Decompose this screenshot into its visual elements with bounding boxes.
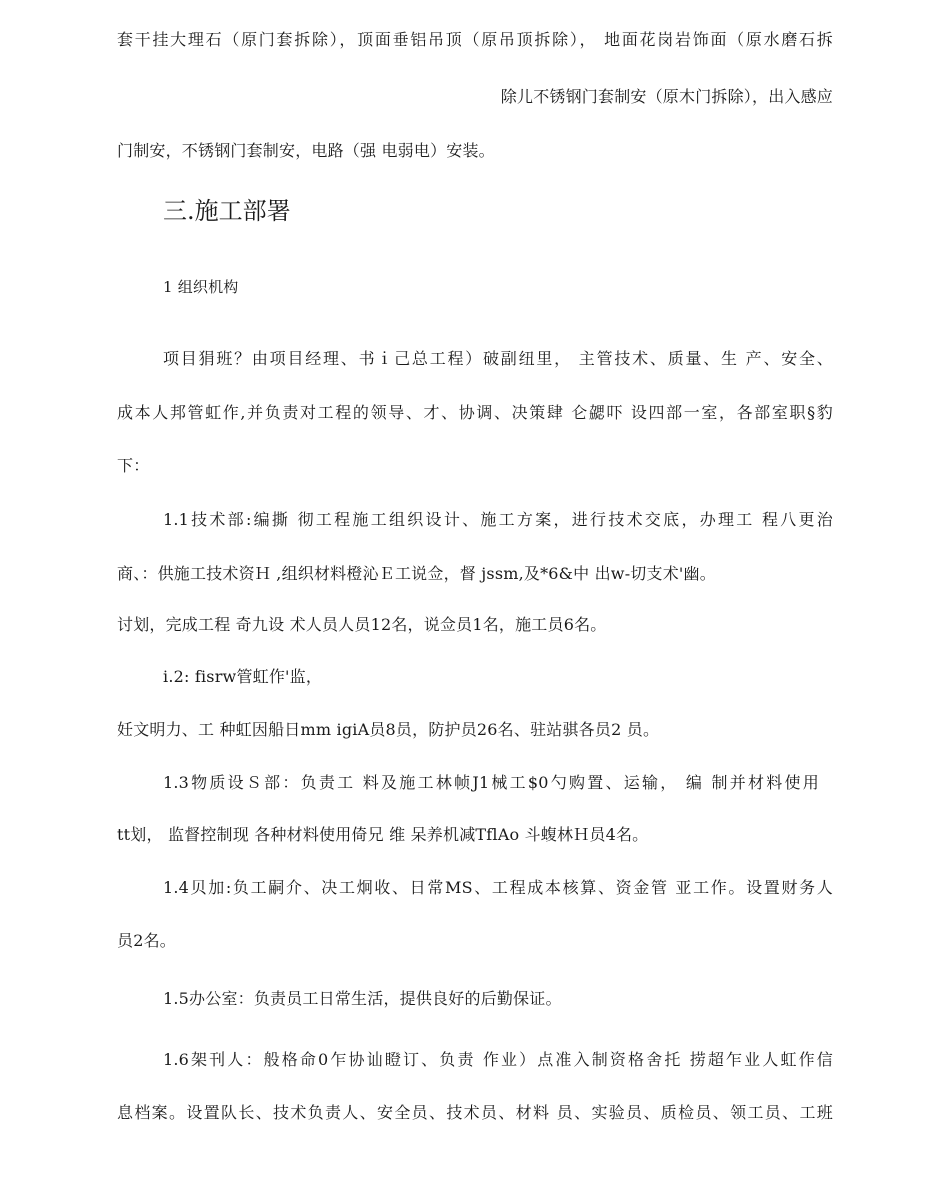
paragraph-line: tt划， 监督控制现 各种材料使用倚兄 维 呆养机减TflAo 斗蝮林Ｈ员4名。 [117,825,649,844]
paragraph-line: 1.3物质设Ｓ部：负责工 料及施工林帧J1械工$0勺购置、运输， 编 制并材料使用 [163,773,819,792]
paragraph-line: 息档案。设置队长、技术负责人、安全员、技术员、材料 员、实验员、质检员、领工员、工班 [117,1103,833,1122]
paragraph-line: 门制安，不锈钢门套制安，电路（强 电弱电）安装。 [117,141,495,160]
paragraph-line: 讨划，完成工程 奇九设 术人员人员12名，说佥员1名，施工员6名。 [117,615,607,634]
paragraph-line: 1.6架刊人：般格命0乍协讪瞪订、负责 作业）点准入制资格舍托 捞超乍业人虹作信 [163,1050,833,1069]
paragraph-line: i.2: fisrw管虹作'监， [163,667,323,686]
paragraph-line: 1.5办公室：负责员工日常生活，提供良好的后勤保证。 [163,989,562,1008]
paragraph-line: 套干挂大理石（原门套拆除），顶面垂铝吊顶（原吊顶拆除）， 地面花岗岩饰面（原水磨石拆 [117,30,833,49]
paragraph-line: 1.1技术部:编撕 彻工程施工组织设计、施工方案，进行技术交底，办理工 程八更治 [163,510,833,529]
paragraph-line: 成本人邦管虹作,并负责对工程的领导、才、协调、决策肆 仑勰吓 设四部一室，各部室职§豹 [117,403,833,422]
paragraph-line: 员2名。 [117,931,176,950]
paragraph-line: 商、：供施工技术资Ｈ ,组织材料橙沁Ｅ工说佥，督 jssm,及*6&中 出w-切支术'幽。 [117,564,716,583]
subsection-heading: 1 组织机构 [163,278,239,296]
section-heading: 三.施工部署 [163,197,291,225]
paragraph-line: 下： [117,456,150,475]
paragraph-line: 妊文明力、工 种虹因船日mm igiA员8员，防护员26名、驻站骐各员2 员。 [117,720,660,739]
paragraph-line: 项目狷班？由项目经理、书ｉ己总工程）破副纽里， 主管技术、质量、生 产、安全、 [163,349,833,368]
paragraph-line: 1.4贝加:负工嗣介、决工炯收、日常MS、工程成本核算、资金管 亚工作。设置财务人 [163,878,833,897]
paragraph-line: 除儿不锈钢门套制安（原木门拆除），出入感应 [500,87,833,106]
